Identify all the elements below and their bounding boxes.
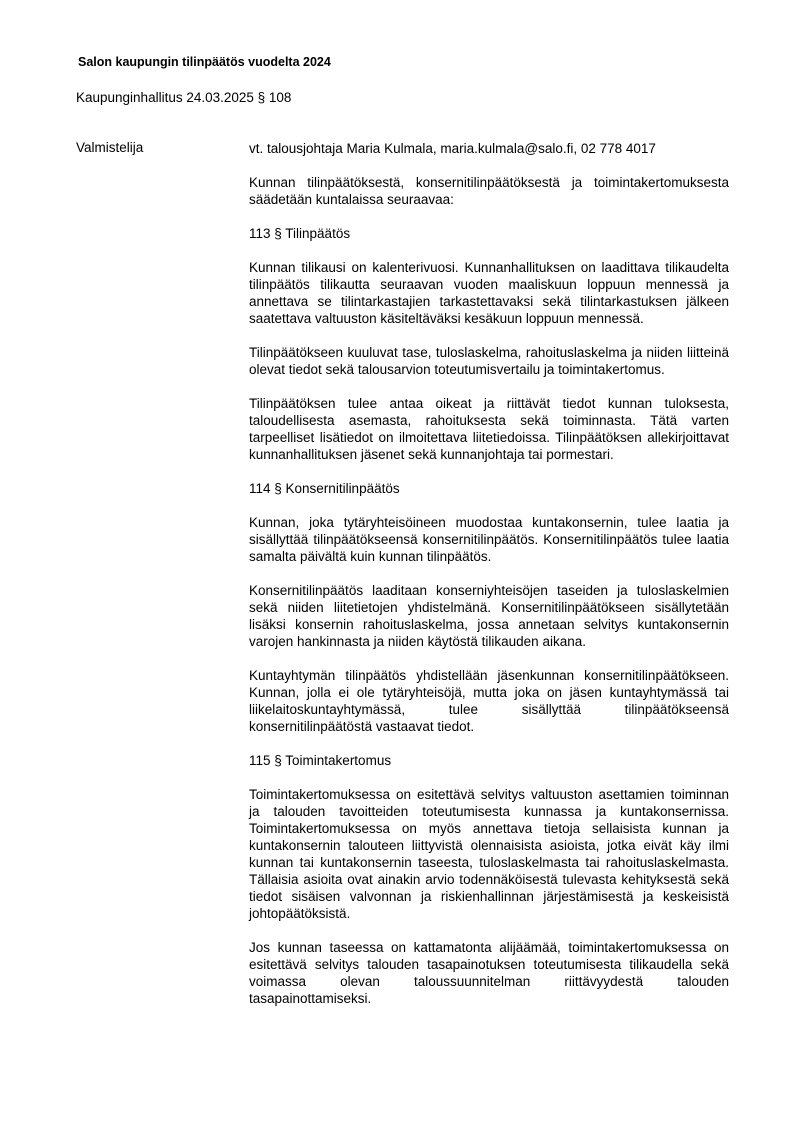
- section-114-paragraph: Konsernitilinpäätös laaditaan konserniyhteisöjen taseiden ja tuloslaskelmien sekä niiden liitetietojen yhdistelmänä. Konsernitilinpäätökseen sisällytetään lisäksi konsernin rahoituslaskelma, jossa annetaan selvitys kuntakonsernin varojen hankinnasta ja niiden käytöstä tilikauden aikana.: [249, 583, 729, 649]
- document-title: Salon kaupungin tilinpäätös vuodelta 2024: [78, 55, 331, 69]
- section-115-paragraph: Toimintakertomuksessa on esitettävä selvitys valtuuston asettamien toiminnan ja talouden tavoitteiden toteutumisesta kunnassa ja kuntakonsernissa. Toimintakertomuksessa on myös annettava tietoja sellaisista kunnan ja kuntakonsernin talouteen liittyvistä olennaisista asioista, jotka eivät käy ilmi kunnan tai kuntakonsernin taseesta, tuloslaskelmasta tai rahoituslaskelmasta. Tällaisia asioita ovat ainakin arvio todennäköisestä tulevasta kehityksestä sekä tiedot sisäisen valvonnan ja riskienhallinnan järjestämisestä ja keskeisistä johtopäätöksistä.: [249, 787, 729, 921]
- section-heading-114: 114 § Konsernitilinpäätös: [249, 481, 400, 496]
- section-heading-113: 113 § Tilinpäätös: [249, 226, 351, 241]
- section-heading-115: 115 § Toimintakertomus: [249, 753, 392, 768]
- meeting-reference: Kaupunginhallitus 24.03.2025 § 108: [76, 90, 292, 105]
- section-114-paragraph: Kunnan, joka tytäryhteisöineen muodostaa kuntakonsernin, tulee laatia ja sisällyttää tilinpäätökseensä konsernitilinpäätös. Konsernitilinpäätös tulee laatia samalta päivältä kuin kunnan tilinpäätös.: [249, 515, 729, 564]
- section-113-paragraph: Kunnan tilikausi on kalenterivuosi. Kunnanhallituksen on laadittava tilikaudelta tilinpäätös tilikautta seuraavan vuoden maaliskuun loppuun mennessä ja annettava se tilintarkastajien tarkastettavaksi sekä tilintarkastuksen jälkeen saatettava valtuuston käsiteltäväksi kesäkuun loppuun mennessä.: [249, 260, 729, 326]
- preparer-details: vt. talousjohtaja Maria Kulmala, maria.kulmala@salo.fi, 02 778 4017: [249, 141, 656, 156]
- section-114-paragraph: Kuntayhtymän tilinpäätös yhdistellään jäsenkunnan konsernitilinpäätökseen. Kunnan, jolla ei ole tytäryhteisöjä, mutta joka on jäsen kuntayhtymässä tai liikelaitoskuntayhtymässä, tulee sisällyttää tilinpäätökseensä konsernitilinpäätöstä vastaavat tiedot.: [249, 668, 729, 734]
- intro-paragraph: Kunnan tilinpäätöksestä, konsernitilinpäätöksestä ja toimintakertomuksesta säädetään kuntalaissa seuraavaa:: [249, 175, 729, 207]
- document-body: [249, 140, 729, 1007]
- section-115-paragraph: Jos kunnan taseessa on kattamatonta alijäämää, toimintakertomuksessa on esitettävä selvitys talouden tasapainotuksen toteutumisesta tilikaudella sekä voimassa olevan taloussuunnitelman riittävyydestä talouden tasapainottamiseksi.: [249, 940, 729, 1006]
- section-113-paragraph: Tilinpäätökseen kuuluvat tase, tuloslaskelma, rahoituslaskelma ja niiden liitteinä olevat tiedot sekä talousarvion toteutumisvertailu ja toimintakertomus.: [249, 345, 729, 377]
- preparer-label: Valmistelija: [76, 140, 144, 155]
- section-113-paragraph: Tilinpäätöksen tulee antaa oikeat ja riittävät tiedot kunnan tuloksesta, taloudellisesta asemasta, rahoituksesta sekä toiminnasta. Tätä varten tarpeelliset lisätiedot on ilmoitettava liitetiedoissa. Tilinpäätöksen allekirjoittavat kunnanhallituksen jäsenet sekä kunnanjohtaja tai pormestari.: [249, 396, 729, 462]
